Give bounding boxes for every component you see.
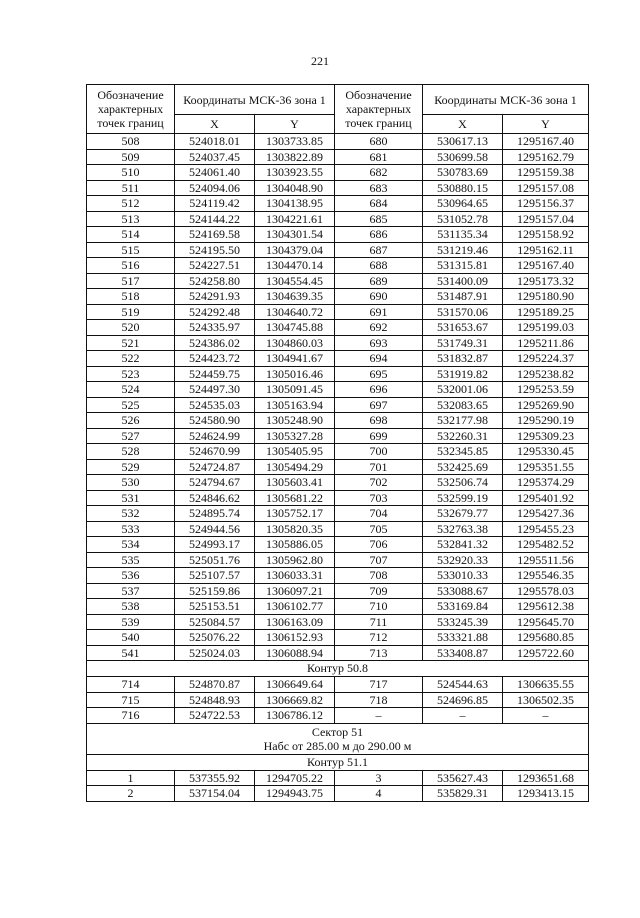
cell-point-left: 531 xyxy=(87,490,175,506)
cell-y-right: 1295290.19 xyxy=(503,413,589,429)
cell-point-right: 695 xyxy=(335,366,423,382)
cell-x-left: 524291.93 xyxy=(175,289,255,305)
cell-y-right: 1295546.35 xyxy=(503,568,589,584)
cell-point-right: 3 xyxy=(335,770,423,786)
cell-y-right: 1295180.90 xyxy=(503,289,589,305)
table-row xyxy=(87,165,589,181)
cell-point-right: 686 xyxy=(335,227,423,243)
cell-point-left: 538 xyxy=(87,599,175,615)
cell-y-right: 1306502.35 xyxy=(503,692,589,708)
header-coords-right: Координаты МСК-36 зона 1 xyxy=(423,85,589,115)
cell-x-left: 524037.45 xyxy=(175,149,255,165)
table-row xyxy=(87,521,589,537)
cell-y-right: 1295612.38 xyxy=(503,599,589,615)
cell-x-left: 524944.56 xyxy=(175,521,255,537)
cell-y-right: 1295482.52 xyxy=(503,537,589,553)
cell-x-left: 525084.57 xyxy=(175,614,255,630)
table-row xyxy=(87,583,589,599)
cell-y-right: 1295351.55 xyxy=(503,459,589,475)
coordinates-table xyxy=(86,84,589,802)
cell-x-left: 525107.57 xyxy=(175,568,255,584)
cell-point-left: 514 xyxy=(87,227,175,243)
cell-x-right: 531219.46 xyxy=(423,242,503,258)
cell-y-right: 1293651.68 xyxy=(503,770,589,786)
cell-y-right: 1295167.40 xyxy=(503,258,589,274)
cell-point-right: 712 xyxy=(335,630,423,646)
cell-y-right: 1295211.86 xyxy=(503,335,589,351)
cell-y-right: 1306635.55 xyxy=(503,677,589,693)
cell-y-right: 1295162.79 xyxy=(503,149,589,165)
cell-x-left: 524119.42 xyxy=(175,196,255,212)
cell-x-left: 524018.01 xyxy=(175,134,255,150)
cell-x-left: 524724.87 xyxy=(175,459,255,475)
cell-point-left: 714 xyxy=(87,677,175,693)
cell-y-right: 1295167.40 xyxy=(503,134,589,150)
cell-point-right: 713 xyxy=(335,645,423,661)
cell-point-right: 693 xyxy=(335,335,423,351)
cell-point-right: 703 xyxy=(335,490,423,506)
cell-y-right: 1295253.59 xyxy=(503,382,589,398)
cell-y-left: 1305405.95 xyxy=(255,444,335,460)
cell-y-left: 1304554.45 xyxy=(255,273,335,289)
header-coords-left: Координаты МСК-36 зона 1 xyxy=(175,85,335,115)
table-row xyxy=(87,490,589,506)
table-row xyxy=(87,645,589,661)
cell-y-right: 1295224.37 xyxy=(503,351,589,367)
table-row xyxy=(87,506,589,522)
cell-y-left: 1306152.93 xyxy=(255,630,335,646)
cell-x-right: – xyxy=(423,708,503,724)
header-x-left: X xyxy=(175,115,255,134)
cell-y-left: 1305248.90 xyxy=(255,413,335,429)
cell-y-right: 1295173.32 xyxy=(503,273,589,289)
table-row xyxy=(87,273,589,289)
table-row xyxy=(87,614,589,630)
cell-point-right: 688 xyxy=(335,258,423,274)
cell-y-left: 1306033.31 xyxy=(255,568,335,584)
table-row xyxy=(87,134,589,150)
sector-height-range: Набс от 285.00 м до 290.00 м xyxy=(263,738,412,753)
cell-point-left: 522 xyxy=(87,351,175,367)
table-row xyxy=(87,227,589,243)
cell-y-right: 1295189.25 xyxy=(503,304,589,320)
cell-point-left: 520 xyxy=(87,320,175,336)
cell-point-left: 716 xyxy=(87,708,175,724)
cell-point-right: 696 xyxy=(335,382,423,398)
table-row xyxy=(87,630,589,646)
cell-x-left: 525051.76 xyxy=(175,552,255,568)
cell-point-right: 705 xyxy=(335,521,423,537)
cell-y-left: 1294705.22 xyxy=(255,770,335,786)
cell-point-right: 711 xyxy=(335,614,423,630)
section-title-51-1: Контур 51.1 xyxy=(87,754,589,770)
cell-x-left: 524993.17 xyxy=(175,537,255,553)
cell-x-left: 524169.58 xyxy=(175,227,255,243)
cell-x-left: 525024.03 xyxy=(175,645,255,661)
cell-x-right: 532920.33 xyxy=(423,552,503,568)
cell-y-right: – xyxy=(503,708,589,724)
cell-x-right: 530964.65 xyxy=(423,196,503,212)
cell-point-left: 715 xyxy=(87,692,175,708)
cell-x-right: 531919.82 xyxy=(423,366,503,382)
table-row xyxy=(87,677,589,693)
cell-point-right: 692 xyxy=(335,320,423,336)
cell-y-left: 1306102.77 xyxy=(255,599,335,615)
cell-point-left: 1 xyxy=(87,770,175,786)
cell-y-left: 1304745.88 xyxy=(255,320,335,336)
cell-x-right: 532763.38 xyxy=(423,521,503,537)
cell-point-right: 698 xyxy=(335,413,423,429)
cell-x-right: 532001.06 xyxy=(423,382,503,398)
cell-y-left: 1305016.46 xyxy=(255,366,335,382)
cell-y-left: 1303923.55 xyxy=(255,165,335,181)
cell-point-right: 4 xyxy=(335,786,423,802)
cell-y-right: 1295401.92 xyxy=(503,490,589,506)
cell-y-right: 1295511.56 xyxy=(503,552,589,568)
cell-x-right: 532083.65 xyxy=(423,397,503,413)
cell-x-right: 531487.91 xyxy=(423,289,503,305)
cell-point-right: 718 xyxy=(335,692,423,708)
cell-y-left: 1303822.89 xyxy=(255,149,335,165)
cell-y-right: 1295269.90 xyxy=(503,397,589,413)
cell-y-left: 1303733.85 xyxy=(255,134,335,150)
cell-point-left: 516 xyxy=(87,258,175,274)
cell-y-left: 1305603.41 xyxy=(255,475,335,491)
cell-point-right: 697 xyxy=(335,397,423,413)
cell-x-left: 537355.92 xyxy=(175,770,255,786)
cell-y-left: 1304640.72 xyxy=(255,304,335,320)
cell-point-left: 2 xyxy=(87,786,175,802)
table-row xyxy=(87,366,589,382)
cell-y-left: 1305091.45 xyxy=(255,382,335,398)
cell-y-right: 1295427.36 xyxy=(503,506,589,522)
cell-point-right: 708 xyxy=(335,568,423,584)
sector-title xyxy=(87,723,589,754)
cell-point-left: 517 xyxy=(87,273,175,289)
cell-point-left: 541 xyxy=(87,645,175,661)
cell-x-left: 524580.90 xyxy=(175,413,255,429)
cell-point-right: 706 xyxy=(335,537,423,553)
cell-x-left: 524335.97 xyxy=(175,320,255,336)
cell-x-left: 524061.40 xyxy=(175,165,255,181)
cell-x-left: 525159.86 xyxy=(175,583,255,599)
cell-point-left: 524 xyxy=(87,382,175,398)
table-row xyxy=(87,708,589,724)
cell-point-left: 525 xyxy=(87,397,175,413)
cell-point-right: 684 xyxy=(335,196,423,212)
cell-x-left: 524094.06 xyxy=(175,180,255,196)
cell-x-right: 530783.69 xyxy=(423,165,503,181)
cell-point-right: 701 xyxy=(335,459,423,475)
cell-point-right: – xyxy=(335,708,423,724)
cell-x-right: 532841.32 xyxy=(423,537,503,553)
cell-x-left: 524895.74 xyxy=(175,506,255,522)
cell-x-right: 531400.09 xyxy=(423,273,503,289)
sector-name: Сектор 51 xyxy=(311,724,364,739)
table-row xyxy=(87,537,589,553)
cell-x-right: 531749.31 xyxy=(423,335,503,351)
cell-y-left: 1305820.35 xyxy=(255,521,335,537)
cell-point-right: 704 xyxy=(335,506,423,522)
cell-y-left: 1305327.28 xyxy=(255,428,335,444)
table-row xyxy=(87,475,589,491)
cell-point-right: 700 xyxy=(335,444,423,460)
cell-point-left: 511 xyxy=(87,180,175,196)
section-title-50-8: Контур 50.8 xyxy=(87,661,589,677)
cell-point-left: 529 xyxy=(87,459,175,475)
cell-y-left: 1306097.21 xyxy=(255,583,335,599)
cell-point-left: 530 xyxy=(87,475,175,491)
cell-x-left: 524497.30 xyxy=(175,382,255,398)
cell-point-right: 691 xyxy=(335,304,423,320)
table-row xyxy=(87,459,589,475)
cell-point-right: 689 xyxy=(335,273,423,289)
cell-y-left: 1294943.75 xyxy=(255,786,335,802)
cell-y-right: 1295680.85 xyxy=(503,630,589,646)
cell-x-left: 524144.22 xyxy=(175,211,255,227)
cell-y-left: 1305494.29 xyxy=(255,459,335,475)
cell-point-left: 519 xyxy=(87,304,175,320)
cell-y-left: 1306786.12 xyxy=(255,708,335,724)
cell-point-right: 710 xyxy=(335,599,423,615)
cell-point-left: 528 xyxy=(87,444,175,460)
cell-x-right: 532599.19 xyxy=(423,490,503,506)
table-row xyxy=(87,180,589,196)
cell-point-left: 521 xyxy=(87,335,175,351)
cell-y-right: 1295158.92 xyxy=(503,227,589,243)
table-row xyxy=(87,552,589,568)
header-point-right: Обозначение характерных точек границ xyxy=(335,85,423,134)
cell-x-right: 532177.98 xyxy=(423,413,503,429)
cell-point-right: 699 xyxy=(335,428,423,444)
cell-point-right: 683 xyxy=(335,180,423,196)
cell-point-left: 523 xyxy=(87,366,175,382)
cell-y-right: 1295309.23 xyxy=(503,428,589,444)
cell-point-left: 518 xyxy=(87,289,175,305)
cell-y-left: 1304379.04 xyxy=(255,242,335,258)
cell-point-left: 515 xyxy=(87,242,175,258)
cell-x-left: 524258.80 xyxy=(175,273,255,289)
cell-x-right: 531315.81 xyxy=(423,258,503,274)
cell-point-left: 536 xyxy=(87,568,175,584)
cell-y-right: 1295330.45 xyxy=(503,444,589,460)
cell-x-left: 524846.62 xyxy=(175,490,255,506)
cell-y-left: 1305163.94 xyxy=(255,397,335,413)
table-row xyxy=(87,242,589,258)
table-row xyxy=(87,444,589,460)
cell-point-right: 687 xyxy=(335,242,423,258)
cell-x-left: 524722.53 xyxy=(175,708,255,724)
cell-y-left: 1306669.82 xyxy=(255,692,335,708)
table-row xyxy=(87,428,589,444)
page-number: 221 xyxy=(311,54,329,68)
cell-point-right: 680 xyxy=(335,134,423,150)
cell-y-left: 1306088.94 xyxy=(255,645,335,661)
cell-y-right: 1295645.70 xyxy=(503,614,589,630)
cell-y-right: 1295374.29 xyxy=(503,475,589,491)
cell-x-right: 530880.15 xyxy=(423,180,503,196)
cell-x-right: 532425.69 xyxy=(423,459,503,475)
cell-x-right: 533245.39 xyxy=(423,614,503,630)
cell-point-right: 694 xyxy=(335,351,423,367)
cell-point-right: 707 xyxy=(335,552,423,568)
cell-x-left: 525076.22 xyxy=(175,630,255,646)
cell-point-right: 682 xyxy=(335,165,423,181)
cell-x-right: 532345.85 xyxy=(423,444,503,460)
cell-y-left: 1305886.05 xyxy=(255,537,335,553)
cell-y-left: 1304301.54 xyxy=(255,227,335,243)
table-row xyxy=(87,258,589,274)
header-y-left: Y xyxy=(255,115,335,134)
header-x-right: X xyxy=(423,115,503,134)
cell-y-right: 1295722.60 xyxy=(503,645,589,661)
table-row xyxy=(87,786,589,802)
cell-x-right: 535627.43 xyxy=(423,770,503,786)
cell-y-left: 1306163.09 xyxy=(255,614,335,630)
table-row xyxy=(87,568,589,584)
table-row xyxy=(87,304,589,320)
cell-y-right: 1295199.03 xyxy=(503,320,589,336)
cell-point-left: 535 xyxy=(87,552,175,568)
cell-point-right: 709 xyxy=(335,583,423,599)
table-row xyxy=(87,196,589,212)
cell-x-right: 531832.87 xyxy=(423,351,503,367)
table-row xyxy=(87,211,589,227)
cell-x-right: 532260.31 xyxy=(423,428,503,444)
cell-x-left: 524624.99 xyxy=(175,428,255,444)
cell-point-right: 690 xyxy=(335,289,423,305)
table-row xyxy=(87,692,589,708)
cell-point-left: 509 xyxy=(87,149,175,165)
table-row xyxy=(87,382,589,398)
cell-x-left: 524670.99 xyxy=(175,444,255,460)
cell-x-right: 533088.67 xyxy=(423,583,503,599)
cell-y-left: 1304048.90 xyxy=(255,180,335,196)
cell-x-left: 524848.93 xyxy=(175,692,255,708)
table-row xyxy=(87,320,589,336)
cell-y-right: 1293413.15 xyxy=(503,786,589,802)
cell-point-left: 534 xyxy=(87,537,175,553)
cell-x-left: 524386.02 xyxy=(175,335,255,351)
table-row xyxy=(87,335,589,351)
cell-y-left: 1304639.35 xyxy=(255,289,335,305)
cell-y-left: 1305681.22 xyxy=(255,490,335,506)
cell-point-left: 513 xyxy=(87,211,175,227)
cell-point-left: 512 xyxy=(87,196,175,212)
cell-y-right: 1295455.23 xyxy=(503,521,589,537)
cell-x-right: 533169.84 xyxy=(423,599,503,615)
cell-x-left: 524459.75 xyxy=(175,366,255,382)
cell-y-left: 1304860.03 xyxy=(255,335,335,351)
cell-x-right: 530699.58 xyxy=(423,149,503,165)
table-row xyxy=(87,289,589,305)
cell-y-right: 1295156.37 xyxy=(503,196,589,212)
cell-y-left: 1305752.17 xyxy=(255,506,335,522)
cell-y-left: 1304221.61 xyxy=(255,211,335,227)
cell-x-left: 524423.72 xyxy=(175,351,255,367)
cell-x-right: 533010.33 xyxy=(423,568,503,584)
cell-x-right: 524544.63 xyxy=(423,677,503,693)
cell-x-left: 524227.51 xyxy=(175,258,255,274)
cell-y-left: 1306649.64 xyxy=(255,677,335,693)
table-row xyxy=(87,397,589,413)
table-row xyxy=(87,413,589,429)
table-row xyxy=(87,770,589,786)
cell-point-left: 510 xyxy=(87,165,175,181)
cell-x-right: 531135.34 xyxy=(423,227,503,243)
cell-x-right: 530617.13 xyxy=(423,134,503,150)
cell-x-left: 524195.50 xyxy=(175,242,255,258)
cell-x-left: 524535.03 xyxy=(175,397,255,413)
cell-y-left: 1304470.14 xyxy=(255,258,335,274)
table-row xyxy=(87,599,589,615)
table-row xyxy=(87,351,589,367)
cell-x-right: 531570.06 xyxy=(423,304,503,320)
cell-x-left: 524292.48 xyxy=(175,304,255,320)
cell-y-left: 1304941.67 xyxy=(255,351,335,367)
cell-y-right: 1295157.08 xyxy=(503,180,589,196)
cell-x-right: 524696.85 xyxy=(423,692,503,708)
cell-point-left: 537 xyxy=(87,583,175,599)
header-point-left: Обозначение характерных точек границ xyxy=(87,85,175,134)
cell-y-left: 1304138.95 xyxy=(255,196,335,212)
cell-x-left: 524794.67 xyxy=(175,475,255,491)
cell-point-left: 508 xyxy=(87,134,175,150)
cell-y-right: 1295162.11 xyxy=(503,242,589,258)
cell-x-right: 531052.78 xyxy=(423,211,503,227)
table-row xyxy=(87,149,589,165)
cell-x-left: 524870.87 xyxy=(175,677,255,693)
cell-x-right: 532506.74 xyxy=(423,475,503,491)
cell-y-right: 1295238.82 xyxy=(503,366,589,382)
cell-point-right: 681 xyxy=(335,149,423,165)
cell-x-right: 531653.67 xyxy=(423,320,503,336)
cell-x-left: 537154.04 xyxy=(175,786,255,802)
cell-point-left: 539 xyxy=(87,614,175,630)
cell-y-right: 1295159.38 xyxy=(503,165,589,181)
cell-x-right: 533321.88 xyxy=(423,630,503,646)
cell-x-right: 532679.77 xyxy=(423,506,503,522)
cell-y-right: 1295157.04 xyxy=(503,211,589,227)
cell-point-right: 685 xyxy=(335,211,423,227)
cell-x-right: 533408.87 xyxy=(423,645,503,661)
cell-point-left: 527 xyxy=(87,428,175,444)
cell-y-right: 1295578.03 xyxy=(503,583,589,599)
cell-point-right: 702 xyxy=(335,475,423,491)
cell-point-left: 526 xyxy=(87,413,175,429)
header-y-right: Y xyxy=(503,115,589,134)
cell-point-right: 717 xyxy=(335,677,423,693)
cell-x-left: 525153.51 xyxy=(175,599,255,615)
cell-y-left: 1305962.80 xyxy=(255,552,335,568)
cell-x-right: 535829.31 xyxy=(423,786,503,802)
cell-point-left: 533 xyxy=(87,521,175,537)
cell-point-left: 540 xyxy=(87,630,175,646)
cell-point-left: 532 xyxy=(87,506,175,522)
